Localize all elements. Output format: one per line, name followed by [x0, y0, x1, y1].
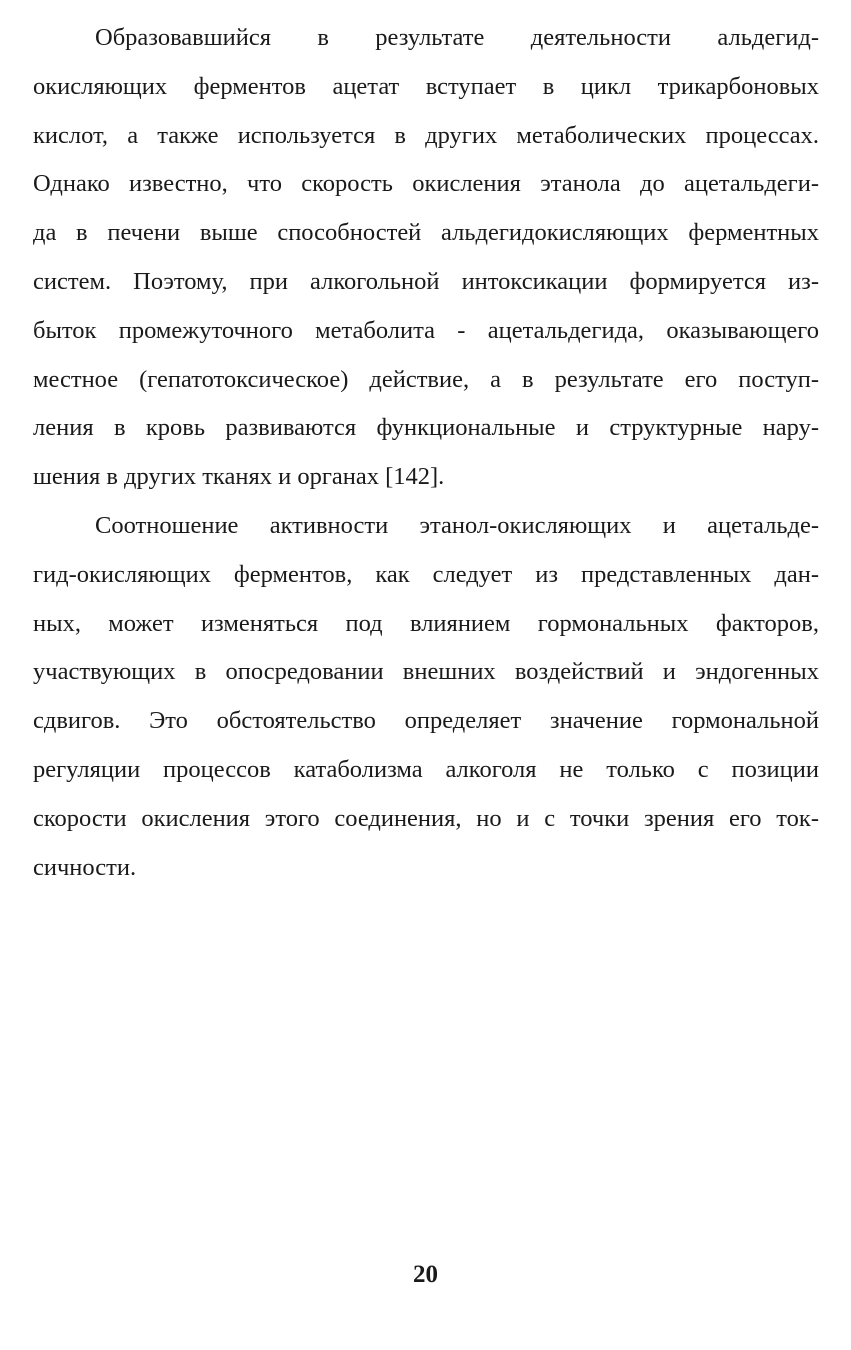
text-line: кислот, а также используется в других метаболических процессах.: [33, 121, 819, 149]
text-line: ления в кровь развиваются функциональные и структурные нару-: [33, 414, 819, 442]
text-line: ных, может изменяться под влиянием гормональных факторов,: [33, 609, 819, 637]
text-line: гид-окисляющих ферментов, как следует из представленных дан-: [33, 560, 819, 588]
paragraph-2: [33, 502, 819, 892]
paragraph-1: [33, 14, 819, 502]
text-line: Однако известно, что скорость окисления этанола до ацетальдеги-: [33, 170, 819, 198]
text-line: быток промежуточного метаболита - ацетальдегида, оказывающего: [33, 316, 819, 344]
text-line: систем. Поэтому, при алкогольной интоксикации формируется из-: [33, 267, 819, 295]
page-number: 20: [413, 1261, 438, 1288]
text-line: шения в других тканях и органах [142].: [33, 463, 445, 491]
text-line: сичности.: [33, 853, 137, 881]
text-line: местное (гепатотоксическое) действие, а в результате его поступ-: [33, 365, 819, 393]
text-line: окисляющих ферментов ацетат вступает в цикл трикарбоновых: [33, 72, 819, 100]
text-line: участвующих в опосредовании внешних воздействий и эндогенных: [33, 658, 819, 686]
body-text: [33, 14, 819, 892]
text-line: Образовавшийся в результате деятельности альдегид-: [95, 24, 819, 51]
text-line: Соотношение активности этанол-окисляющих и ацетальде-: [95, 511, 819, 539]
text-line: да в печени выше способностей альдегидокисляющих ферментных: [33, 219, 819, 247]
text-line: скорости окисления этого соединения, но и с точки зрения его ток-: [33, 804, 819, 832]
text-line: сдвигов. Это обстоятельство определяет значение гормональной: [33, 707, 819, 735]
text-line: регуляции процессов катаболизма алкоголя не только с позиции: [33, 755, 819, 783]
